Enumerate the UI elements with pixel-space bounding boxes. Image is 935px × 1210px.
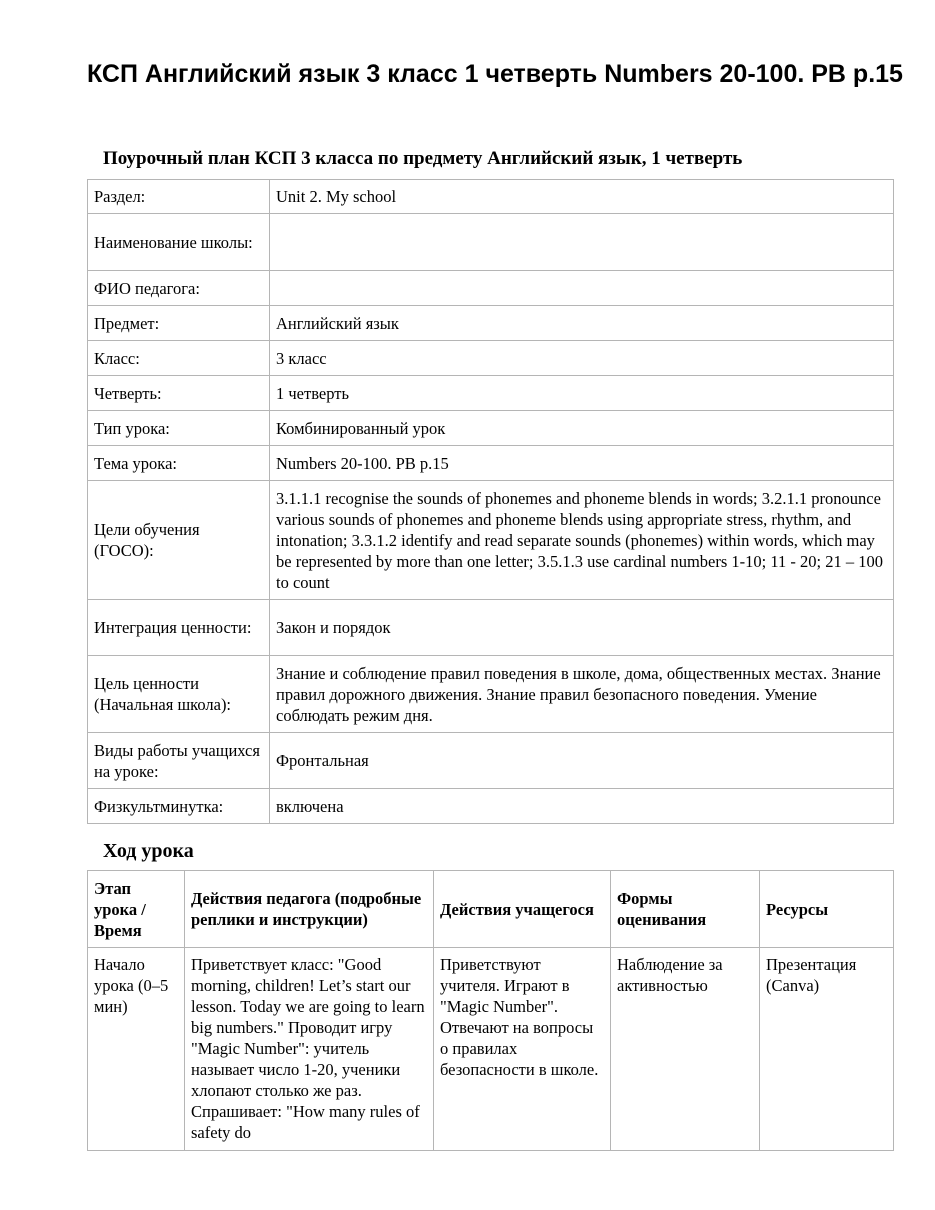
info-value: 1 четверть <box>270 376 894 411</box>
lesson-plan-subtitle: Поурочный план КСП 3 класса по предмету Английский язык, 1 четверть <box>103 148 743 169</box>
lesson-info-table <box>87 179 894 824</box>
info-row <box>88 446 894 481</box>
info-value <box>270 271 894 306</box>
info-value: Комбинированный урок <box>270 411 894 446</box>
info-value: Фронтальная <box>270 733 894 789</box>
info-row <box>88 600 894 656</box>
info-row <box>88 481 894 600</box>
info-row <box>88 271 894 306</box>
info-row <box>88 656 894 733</box>
info-label: Физкультминутка: <box>88 789 270 824</box>
info-value: 3.1.1.1 recognise the sounds of phonemes and phoneme blends in words; 3.2.1.1 pronounce various sounds of phonemes and phoneme blends using appropriate stress, rhythm, and intonation; 3.3.1.2 identify and read separate sounds (phonemes) within words, which may be represented by more than one letter; 3.5.1.3 use cardinal numbers 1-10; 11 - 20; 21 – 100 to count <box>270 481 894 600</box>
flow-teacher-actions: Приветствует класс: "Good morning, children! Let’s start our lesson. Today we are going to learn big numbers." Проводит игру "Magic Number": учитель называет число 1-20, ученики хлопают столько же раз. Спрашивает: "How many rules of safety do <box>185 948 434 1151</box>
flow-student-actions: Приветствуют учителя. Играют в "Magic Number". Отвечают на вопросы о правилах безопасности в школе. <box>434 948 611 1151</box>
lesson-flow-table <box>87 870 894 1151</box>
info-row <box>88 411 894 446</box>
info-label: Цель ценности (Начальная школа): <box>88 656 270 733</box>
info-label: Виды работы учащихся на уроке: <box>88 733 270 789</box>
info-label: Интеграция ценности: <box>88 600 270 656</box>
info-row <box>88 214 894 271</box>
info-label: Четверть: <box>88 376 270 411</box>
info-label: Класс: <box>88 341 270 376</box>
header-assessment: Формы оценивания <box>611 871 760 948</box>
info-row <box>88 733 894 789</box>
flow-stage: Начало урока (0–5 мин) <box>88 948 185 1151</box>
info-value: Английский язык <box>270 306 894 341</box>
info-label: ФИО педагога: <box>88 271 270 306</box>
info-value: Unit 2. My school <box>270 180 894 214</box>
flow-resources: Презентация (Canva) <box>760 948 894 1151</box>
info-label: Раздел: <box>88 180 270 214</box>
info-row <box>88 789 894 824</box>
info-value: включена <box>270 789 894 824</box>
info-label: Предмет: <box>88 306 270 341</box>
info-value: Закон и порядок <box>270 600 894 656</box>
info-value: 3 класс <box>270 341 894 376</box>
info-label: Тип урока: <box>88 411 270 446</box>
header-resources: Ресурсы <box>760 871 894 948</box>
info-row <box>88 180 894 214</box>
flow-header-row <box>88 871 894 948</box>
flow-row <box>88 948 894 1151</box>
header-teacher-actions: Действия педагога (подробные реплики и инструкции) <box>185 871 434 948</box>
info-label: Тема урока: <box>88 446 270 481</box>
header-student-actions: Действия учащегося <box>434 871 611 948</box>
info-label: Наименование школы: <box>88 214 270 271</box>
header-stage: Этап урока / Время <box>88 871 185 948</box>
info-row <box>88 376 894 411</box>
info-row <box>88 306 894 341</box>
info-label: Цели обучения (ГОСО): <box>88 481 270 600</box>
info-value: Знание и соблюдение правил поведения в школе, дома, общественных местах. Знание правил дорожного движения. Знание правил безопасного поведения. Умение соблюдать режим дня. <box>270 656 894 733</box>
info-value: Numbers 20-100. PB p.15 <box>270 446 894 481</box>
info-row <box>88 341 894 376</box>
flow-assessment: Наблюдение за активностью <box>611 948 760 1151</box>
document-title: КСП Английский язык 3 класс 1 четверть Numbers 20-100. PB p.15 <box>87 60 903 88</box>
info-value <box>270 214 894 271</box>
lesson-flow-heading: Ход урока <box>103 840 194 862</box>
